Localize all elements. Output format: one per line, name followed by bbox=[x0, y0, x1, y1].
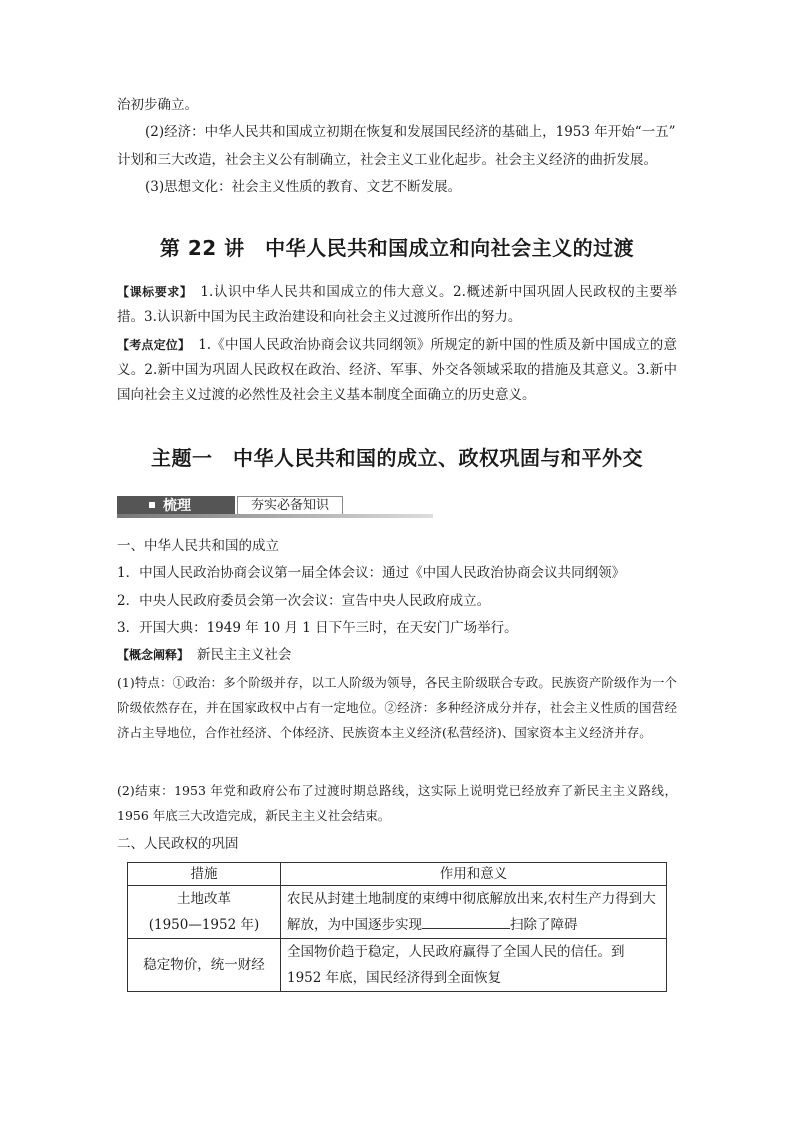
exam-tag: 【考点定位】 bbox=[117, 338, 191, 352]
banner-underline bbox=[117, 514, 433, 518]
concept-features: (1)特点：①政治：多个阶级并存，以工人阶级为领导，各民主阶级联合专政。民族资产阶级作为一个阶级依然存在，并在国家政权中占有一定地位。②经济：多种经济成分并存，社会主义性质的国营经济占主导地位，合作社经济、个体经济、民族资本主义经济(私营经济)、国家资本主义经济并存。 bbox=[117, 675, 677, 740]
measure-cell: 稳定物价，统一财经 bbox=[128, 939, 281, 992]
concept-end: (2)结束：1953 年党和政府公布了过渡时期总路线，这实际上说明党已经放弃了新民主主义路线，1956 年底三大改造完成，新民主主义社会结束。 bbox=[117, 783, 677, 823]
table-row bbox=[128, 939, 667, 992]
culture-paragraph: (3)思想文化：社会主义性质的教育、文艺不断发展。 bbox=[145, 179, 462, 195]
section2-heading: 二、人民政权的巩固 bbox=[117, 836, 239, 852]
table-row bbox=[128, 886, 667, 939]
fill-in-blank[interactable] bbox=[422, 914, 510, 929]
economy-paragraph-line2: 计划和三大改造，社会主义公有制确立，社会主义工业化起步。社会主义经济的曲折发展。 bbox=[117, 152, 657, 168]
banner-subtitle: 夯实必备知识 bbox=[237, 496, 343, 516]
exam-focus bbox=[117, 333, 677, 408]
concept-heading bbox=[117, 645, 677, 665]
concept-tag: 【概念阐释】 bbox=[117, 648, 190, 662]
curriculum-requirements bbox=[117, 280, 677, 330]
column-header: 作用和意义 bbox=[281, 863, 667, 886]
list-item: 1．中国人民政治协商会议第一届全体会议：通过《中国人民政治协商会议共同纲领》 bbox=[117, 565, 626, 581]
curriculum-tag: 【课标要求】 bbox=[117, 285, 193, 299]
list-item: 2．中央人民政府委员会第一次会议：宣告中央人民政府成立。 bbox=[117, 593, 491, 609]
banner-label: 梳理 bbox=[117, 496, 235, 516]
economy-paragraph-line1: (2)经济：中华人民共和国成立初期在恢复和发展国民经济的基础上，1953 年开始“一五” bbox=[145, 124, 676, 140]
section1-heading: 一、中华人民共和国的成立 bbox=[117, 538, 279, 554]
effect-cell: 农民从封建土地制度的束缚中彻底解放出来,农村生产力得到大解放，为中国逐步实现 扫除了障碍 bbox=[281, 886, 667, 939]
measure-cell: 土地改革 (1950—1952 年) bbox=[128, 886, 281, 939]
list-item: 3．开国大典：1949 年 10 月 1 日下午三时，在天安门广场举行。 bbox=[117, 620, 518, 636]
continued-text: 治初步确立。 bbox=[117, 97, 198, 113]
concept-title: 新民主主义社会 bbox=[197, 647, 292, 663]
square-icon bbox=[149, 502, 155, 508]
section-banner bbox=[117, 494, 433, 518]
table-header-row bbox=[128, 863, 667, 886]
measures-table bbox=[127, 862, 667, 992]
effect-cell: 全国物价趋于稳定，人民政府赢得了全国人民的信任。到 1952 年底，国民经济得到全面恢复 bbox=[281, 939, 667, 992]
curriculum-text: 1.认识中华人民共和国成立的伟大意义。2.概述新中国巩固人民政权的主要举措。3.认识新中国为民主政治建设和向社会主义过渡所作出的努力。 bbox=[117, 284, 677, 325]
topic-title: 主题一 中华人民共和国的成立、政权巩固与和平外交 bbox=[151, 446, 643, 470]
exam-text: 1.《中国人民政治协商会议共同纲领》所规定的新中国的性质及新中国成立的意义。2.新中国为巩固人民政权在政治、经济、军事、外交各领域采取的措施及其意义。3.新中国向社会主义过渡的必然性及社会主义基本制度全面确立的历史意义。 bbox=[117, 337, 677, 403]
lesson-title: 第 22 讲 中华人民共和国成立和向社会主义的过渡 bbox=[159, 236, 635, 260]
column-header: 措施 bbox=[128, 863, 281, 886]
